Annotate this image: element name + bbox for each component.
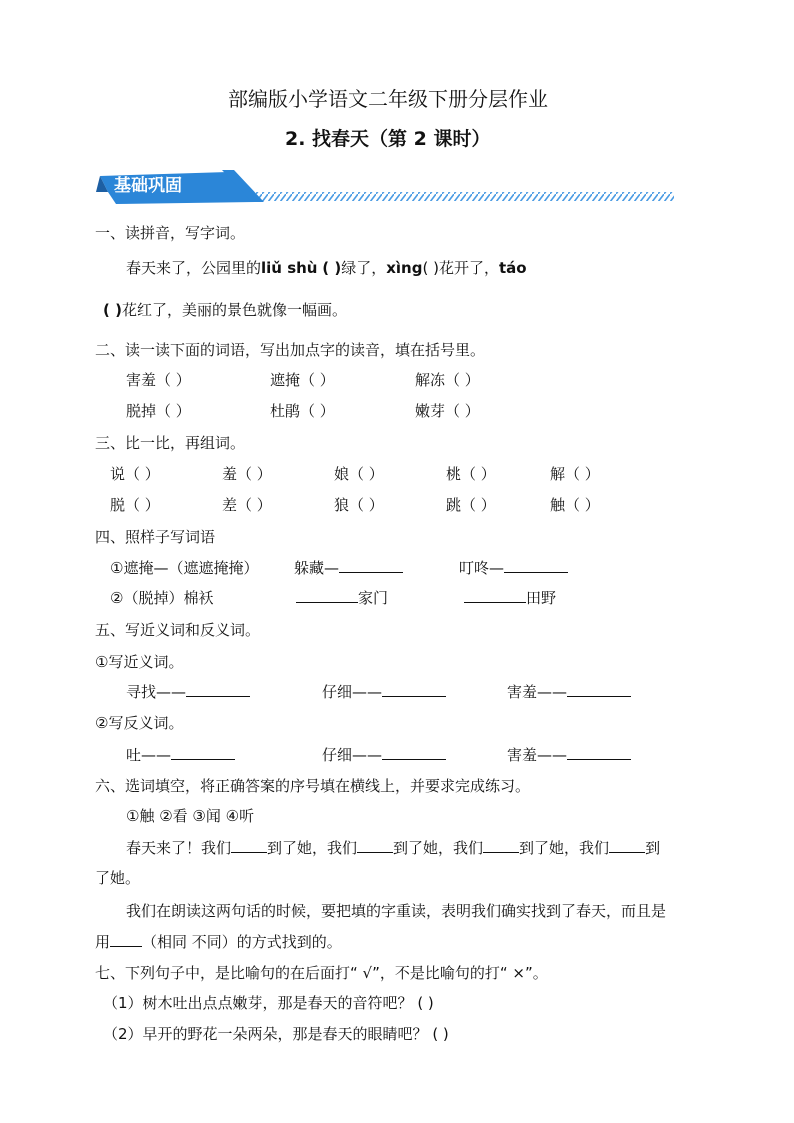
answer-line[interactable] — [231, 838, 267, 853]
q4-word: 叮咚— — [459, 559, 505, 577]
q4-heading: 四、照样子写词语 — [95, 528, 216, 546]
q3-item[interactable]: 跳（ ） — [446, 496, 496, 514]
answer-line[interactable] — [609, 838, 645, 853]
q4-example: ②（脱掉）棉袄 — [110, 589, 214, 607]
q3-item[interactable]: 解（ ） — [550, 465, 600, 483]
answer-line[interactable] — [567, 745, 631, 760]
answer-line[interactable] — [186, 682, 250, 697]
q5-word: 害羞—— — [507, 683, 568, 701]
q3-item[interactable]: 羞（ ） — [222, 465, 272, 483]
answer-line[interactable] — [339, 558, 403, 573]
q6-text: 到了她，我们 — [393, 839, 484, 857]
q6-heading: 六、选词填空，将正确答案的序号填在横线上，并要求完成练习。 — [95, 777, 531, 795]
q4-task — [464, 588, 556, 608]
q6-text: 到 — [645, 839, 661, 857]
q3-item[interactable]: 触（ ） — [550, 496, 600, 514]
q4-example: ①遮掩—（遮遮掩掩） — [110, 559, 259, 577]
q1-heading: 一、读拼音，写字词。 — [95, 224, 246, 242]
q2-heading: 二、读一读下面的词语，写出加点字的读音，填在括号里。 — [95, 341, 486, 359]
answer-blank[interactable]: ( ) — [103, 301, 122, 319]
lesson-subtitle: 2. 找春天（第 2 课时） — [285, 128, 491, 150]
q1-text: 春天来了，公园里的 — [126, 259, 262, 277]
answer-line[interactable] — [357, 838, 393, 853]
banner-label: 基础巩固 — [114, 176, 182, 196]
q2-item[interactable]: 脱掉（ ） — [126, 402, 191, 420]
pinyin-liushu: liǔ shù — [261, 259, 318, 277]
page-title: 部编版小学语文二年级下册分层作业 — [228, 87, 548, 111]
answer-line[interactable] — [504, 558, 568, 573]
q6-text: 到了她，我们 — [519, 839, 610, 857]
q1-text: 花红了，美丽的景色就像一幅画。 — [121, 301, 347, 319]
q1-text: 花开了， — [438, 259, 499, 277]
q6-options: ①触 ②看 ③闻 ④听 — [126, 807, 255, 825]
q3-heading: 三、比一比，再组词。 — [95, 434, 246, 452]
answer-line[interactable] — [567, 682, 631, 697]
q5-task — [126, 682, 250, 702]
pinyin-xing: xìng — [386, 259, 423, 277]
q4-word: 田野 — [526, 589, 557, 607]
q6-text: 春天来了！我们 — [126, 839, 232, 857]
q4-task — [459, 558, 568, 578]
answer-line[interactable] — [382, 682, 446, 697]
q3-item[interactable]: 娘（ ） — [334, 465, 384, 483]
q5-word: 仔细—— — [322, 746, 383, 764]
q1-text: 绿了， — [341, 259, 387, 277]
q6-paragraph1 — [126, 838, 660, 858]
q4-task — [296, 588, 388, 608]
q6-paragraph2: 我们在朗读这两句话的时候，要把填的字重读，表明我们确实找到了春天，而且是 — [126, 902, 667, 920]
q7-item[interactable]: （2）早开的野花一朵两朵，那是春天的眼睛吧？ ( ) — [103, 1025, 449, 1043]
q7-item[interactable]: （1）树木吐出点点嫩芽，那是春天的音符吧？ ( ) — [103, 994, 434, 1012]
q2-item[interactable]: 杜鹃（ ） — [270, 402, 335, 420]
q6-paragraph2-end — [95, 932, 342, 952]
q3-item[interactable]: 说（ ） — [110, 465, 160, 483]
q3-item[interactable]: 狼（ ） — [334, 496, 384, 514]
q5-sub-opp: ②写反义词。 — [95, 714, 184, 732]
q3-item[interactable]: 脱（ ） — [110, 496, 160, 514]
q5-word: 寻找—— — [126, 683, 187, 701]
q6-text: 用 — [95, 933, 111, 951]
q2-item[interactable]: 遮掩（ ） — [270, 371, 335, 389]
q4-word: 躲藏— — [294, 559, 340, 577]
q5-task — [507, 745, 631, 765]
answer-blank[interactable]: ( ) — [322, 259, 342, 277]
q2-item[interactable]: 嫩芽（ ） — [415, 402, 480, 420]
q4-word: 家门 — [358, 589, 389, 607]
q3-item[interactable]: 差（ ） — [222, 496, 272, 514]
pinyin-tao: táo — [498, 259, 527, 277]
q5-task — [126, 745, 235, 765]
answer-line[interactable] — [483, 838, 519, 853]
q7-heading: 七、下列句子中，是比喻句的在后面打“ √”，不是比喻句的打“ ×”。 — [95, 964, 548, 982]
answer-line[interactable] — [382, 745, 446, 760]
q5-heading: 五、写近义词和反义词。 — [95, 621, 261, 639]
q5-word: 害羞—— — [507, 746, 568, 764]
q5-task — [322, 745, 446, 765]
q1-line1 — [126, 258, 527, 278]
q2-item[interactable]: 解冻（ ） — [415, 371, 480, 389]
q6-text: 了她。 — [95, 869, 141, 887]
q4-task — [294, 558, 403, 578]
q5-task — [322, 682, 446, 702]
q6-text: （相同 不同）的方式找到的。 — [142, 933, 342, 951]
q2-item[interactable]: 害羞（ ） — [126, 371, 191, 389]
q5-sub-near: ①写近义词。 — [95, 653, 184, 671]
answer-line[interactable] — [171, 745, 235, 760]
banner-hatch-stripe — [244, 192, 674, 201]
q6-text: 到了她，我们 — [267, 839, 358, 857]
answer-line[interactable] — [110, 932, 142, 947]
q1-line2 — [103, 300, 347, 320]
q5-word: 吐—— — [126, 746, 172, 764]
q5-word: 仔细—— — [322, 683, 383, 701]
q5-task — [507, 682, 631, 702]
answer-blank[interactable]: ( ) — [422, 259, 439, 277]
answer-line[interactable] — [464, 588, 526, 603]
answer-line[interactable] — [296, 588, 358, 603]
q3-item[interactable]: 桃（ ） — [446, 465, 496, 483]
